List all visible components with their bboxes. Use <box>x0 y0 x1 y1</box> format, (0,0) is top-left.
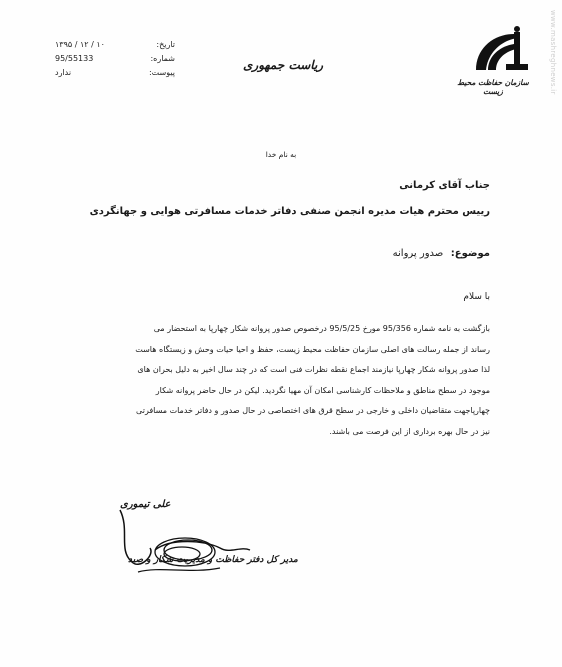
date-row <box>55 38 175 52</box>
number-label: شماره: <box>150 54 175 63</box>
greeting: با سلام <box>463 292 490 302</box>
addressee-title: رییس محترم هیات مدیره انجمن صنفی دفاتر خدمات مسافرتی هوایی و جهانگردی <box>89 206 490 217</box>
attachment-label: پیوست: <box>148 68 175 77</box>
addressee-name: جناب آقای کرمانی <box>399 180 490 191</box>
watermark: www.mashreghnews.ir <box>549 10 557 95</box>
body-line: موجود در سطح مناطق و ملاحظات کارشناسی امکان آن مهیا نگردید. لیکن در حال حاضر پروانه شکار <box>155 385 490 395</box>
number-value: 95/55133 <box>55 54 94 63</box>
signatory-name: علی تیموری <box>120 499 171 510</box>
subject-value: صدور پروانه <box>392 248 444 259</box>
body-line: بازگشت به نامه شماره 95/356 مورخ 95/5/25 درخصوص صدور پروانه شکار چهارپا به استحضار می <box>153 324 490 333</box>
body-line: چهارپاجهت متقاضیان داخلی و خارجی در سطح قرق های اختصاصی در حال صدور و دفاتر خدمات مسافرتی <box>136 406 490 415</box>
subject-line <box>393 248 490 259</box>
letter-body <box>70 319 490 442</box>
handwritten-signature <box>110 500 260 595</box>
body-line: نیز در حال بهره برداری از این فرصت می باشند. <box>329 426 490 436</box>
attachment-row <box>55 66 175 80</box>
body-line: رساند از جمله رسالت های اصلی سازمان حفاظت محیط زیست، حفظ و احیا حیات وحش و زیستگاه هاست <box>135 344 490 354</box>
letter-meta <box>55 38 175 80</box>
number-row <box>55 52 175 66</box>
date-label: تاریخ: <box>156 40 175 49</box>
signatory-title: مدیر کل دفتر حفاظت و مدیریت شکار و صید <box>128 555 298 565</box>
body-line: لذا صدور پروانه شکار چهارپا نیازمند اجماع نقطه نظرات فنی است که در چند سال اخیر به دلیل بحران های <box>137 365 490 374</box>
presidency-title: ریاست جمهوری <box>243 58 324 72</box>
date-value: ۱۳۹۵ / ۱۲ / ۱۰ <box>55 40 105 49</box>
organization-name: سازمان حفاظت محیط زیست <box>457 78 529 96</box>
basmala: به نام خدا <box>265 150 297 159</box>
subject-label: موضوع: <box>450 248 490 259</box>
attachment-value: ندارد <box>55 68 72 77</box>
